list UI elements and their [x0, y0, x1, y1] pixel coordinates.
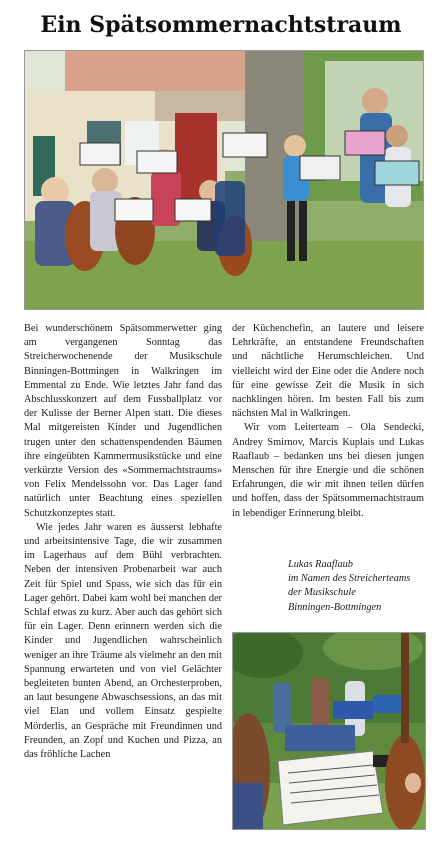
sheet-music-photo-graphic	[233, 633, 425, 829]
paragraph-3: der Küchenchefin, an lautere und leisere Lehrkräfte, an entstandene Freundschaften und nächtliche Herumschleichen. Und vielleicht wird der Eine oder die Andere noch für eine gewisse Zeit die Musik in sich nachklingen hören. Im besten Fall bis zum nächsten Mal in Walkringen.	[232, 323, 424, 420]
paragraph-2: Wie jedes Jahr waren es äusserst lebhafte und arbeitsintensive Tage, die wir zusammen im Lagerhaus auf dem Bühl verbrachten. Neben der intensiven Probenarbeit war auch Zeit für Spiel und Spass, wie sich das für ein Lager gehört. Dabei kam wohl bei manchen der Schlaf etwas zu kurz. Aber auch das gehört sich für ein Lager. Denn erinnern werden sich die Kinder und Jugendlichen wahrscheinlich weniger an ihre Träume als vielmehr an den mit Spannung erwarteten und von viel Gelächter begleiteten bunten Abend, an Orchesterproben, an laut besungene Abwaschsessions, an das mit viel Elan und vollem Einsatz gespielte Mörderlis, an Gespräche mit Freundinnen und Freunden, an Zopf und Kuchen und Pizza, an das fröhliche Lachen	[24, 521, 222, 761]
signature-line-3: der Musikschule	[288, 587, 356, 599]
paragraph-1: Bei wunderschönem Spätsommerwetter ging am vergangenen Sonntag das Streicherwochenende der Musikschule Binningen-Bottmingen in Walkringen im Emmental zu Ende. Wie letztes Jahr fand das Abschlusskonzert auf dem Fussballplatz vor der Kulisse der Berner Alpen statt. Die dieses Mal mitgereisten Kinder und Jugendlichen trugen unter den schattenspendenden Bäumen ihre eingeübten Kammermusikstücke und eine verkürzte Version des «Sommernachtstraums» von Felix Mendelssohn vor. Das Lager fand natürlich unter Beachtung eines speziellen Schutzkonzeptes statt.	[24, 323, 222, 519]
signature-line-4: Binningen-Bottmingen	[288, 601, 382, 613]
secondary-photo	[232, 632, 426, 830]
paragraph-4: Wir vom Leiterteam – Ola Sendecki, Andrey Smirnov, Marcis Kuplais und Lukas Raaflaub – bedanken uns bei diesen jungen Menschen für ihre Energie und die schönen Erfahrungen, die wir mit ihnen teilen dürfen und hoffen, dass der Spätsommernachtstraum in lebendiger Erinnerung bleibt.	[232, 422, 424, 519]
orchestra-photo-graphic	[25, 51, 423, 309]
article-column-right	[232, 322, 424, 521]
signature-name: Lukas Raaflaub	[288, 559, 353, 570]
signature	[288, 558, 410, 615]
main-photo	[24, 50, 424, 310]
signature-line-2: im Namen des Streicherteams	[288, 573, 411, 585]
article-column-left	[24, 322, 222, 762]
article-title: Ein Spätsommernachtstraum	[40, 12, 402, 38]
